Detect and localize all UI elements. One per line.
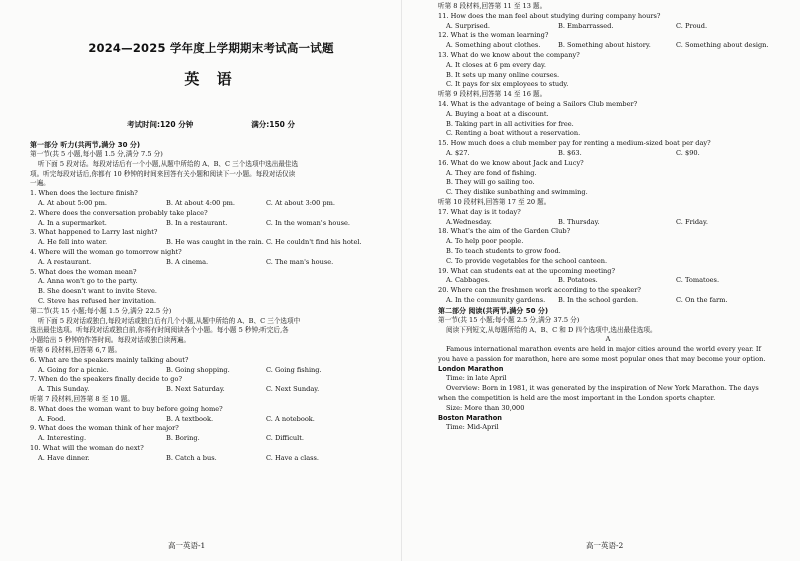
- option-c[interactable]: C. Tomatoes.: [676, 276, 720, 285]
- question-19: 19. What can students eat at the upcoming meeting? A. Cabbages. B. Potatoes. C. Tomatoes.: [438, 267, 778, 287]
- material-note-6: 听第 6 段材料,回答第 6,7 题。: [30, 345, 122, 354]
- option-b[interactable]: B. $63.: [558, 148, 582, 157]
- options-row: [30, 415, 392, 425]
- option-a[interactable]: A. A restaurant.: [38, 257, 92, 266]
- part1-section2-heading: 第二节(共 15 小题;每小题 1.5 分,满分 22.5 分): [30, 306, 172, 315]
- options-row: [30, 385, 392, 395]
- option-a[interactable]: A. Going for a picnic.: [38, 365, 109, 374]
- question-9: 9. What does the woman think of her major? A. Interesting. B. Boring. C. Difficult.: [30, 424, 392, 444]
- option-a[interactable]: A. Cabbages.: [446, 276, 490, 285]
- option-b[interactable]: B. At about 4:00 pm.: [166, 198, 236, 207]
- option-b[interactable]: B. Next Saturday.: [166, 385, 225, 394]
- option-b[interactable]: B. To teach students to grow food.: [446, 246, 561, 255]
- part1-section1-heading: 第一节(共 5 小题,每小题 1.5 分,满分 7.5 分): [30, 150, 163, 158]
- option-c[interactable]: C. Something about design.: [676, 41, 769, 50]
- option-a[interactable]: A. In the community gardens.: [446, 295, 546, 304]
- option-c[interactable]: C. At about 3:00 pm.: [266, 198, 335, 207]
- exam-time: 考试时间:120 分钟: [126, 120, 194, 129]
- question-14: 14. What is the advantage of being a Sailors Club member? A. Buying a boat at a discount. B. Taking part in all activities for free. C. Renting a boat without a reservation.: [438, 100, 778, 139]
- option-a[interactable]: A. Interesting.: [38, 434, 87, 443]
- option-a[interactable]: A.Wednesday.: [446, 217, 492, 226]
- option-b[interactable]: B. It sets up many online courses.: [446, 70, 560, 79]
- footer-left-page-number: 高一英语-1: [168, 541, 206, 550]
- question-4: 4. Where will the woman go tomorrow night? A. A restaurant. B. A cinema. C. The man's house.: [30, 248, 392, 268]
- option-c[interactable]: C. A notebook.: [266, 414, 315, 423]
- option-c[interactable]: C. Friday.: [676, 217, 708, 226]
- option-b[interactable]: B. They will go sailing too.: [446, 178, 535, 187]
- option-c[interactable]: C. On the farm.: [676, 295, 728, 304]
- option-a[interactable]: A. In a supermarket.: [38, 218, 107, 227]
- option-a[interactable]: A. Buying a boat at a discount.: [446, 109, 549, 118]
- exam-info: [30, 119, 392, 130]
- options-row: [30, 434, 392, 444]
- material-note-9: 听第 9 段材料,回答第 14 至 16 题。: [438, 90, 547, 99]
- option-c[interactable]: C. It pays for six employees to study.: [446, 80, 569, 89]
- footer-right-page-number: 高一英语-2: [586, 541, 624, 550]
- option-a[interactable]: A. Surprised.: [446, 21, 490, 30]
- option-a[interactable]: A. It closes at 6 pm every day.: [446, 60, 546, 69]
- option-a[interactable]: A. To help poor people.: [446, 237, 524, 246]
- part2-section1-heading: 第一节(共 15 小题;每小题 2.5 分,满分 37.5 分): [438, 315, 580, 324]
- option-b[interactable]: B. A textbook.: [166, 414, 214, 423]
- option-a[interactable]: A. Anna won't go to the party.: [38, 277, 138, 286]
- question-12: 12. What is the woman learning? A. Something about clothes. B. Something about history. C. Something about design.: [438, 31, 778, 51]
- option-c[interactable]: C. Going fishing.: [266, 365, 322, 374]
- option-c[interactable]: C. The man's house.: [266, 257, 334, 266]
- option-b[interactable]: B. A cinema.: [166, 257, 209, 266]
- option-c[interactable]: C. Next Sunday.: [266, 385, 320, 394]
- option-c[interactable]: C. He couldn't find his hotel.: [266, 238, 362, 247]
- option-b[interactable]: B. She doesn't want to invite Steve.: [38, 287, 157, 296]
- options-row: [30, 219, 392, 229]
- boston-time: Time: Mid-April: [446, 423, 499, 432]
- part1-heading: 第一部分 听力(共两节,满分 30 分): [30, 141, 141, 149]
- option-b[interactable]: B. Going shopping.: [166, 365, 230, 374]
- options-row: [438, 22, 778, 32]
- option-c[interactable]: C. To provide vegetables for the school canteen.: [446, 256, 608, 265]
- question-20: 20. Where can the freshmen work according to the speaker? A. In the community gardens. B. In the school garden. C. On the farm.: [438, 286, 778, 306]
- question-11: 11. How does the man feel about studying during company hours? A. Surprised. B. Embarrassed. C. Proud.: [438, 12, 778, 32]
- option-b[interactable]: B. Thursday.: [558, 217, 600, 226]
- option-c[interactable]: C. They dislike sunbathing and swimming.: [446, 188, 588, 197]
- question-6: 6. What are the speakers mainly talking about? A. Going for a picnic. B. Going shopping. C. Going fishing.: [30, 356, 392, 376]
- exam-title: 2024—2025 学年度上学期期末考试高一试题: [88, 41, 334, 55]
- option-c[interactable]: C. Proud.: [676, 21, 708, 30]
- options-row: [30, 238, 392, 248]
- question-7: 7. When do the speakers finally decide to go? A. This Sunday. B. Next Saturday. C. Next Sunday.: [30, 375, 392, 395]
- option-b[interactable]: B. In the school garden.: [558, 295, 639, 304]
- right-page: [402, 0, 800, 561]
- part1-section2-instructions: 听下面 5 段对话或独白,每段对话或独白后有几个小题,从题中所给的 A、B、C 三个选项中 选出最佳选项。听每段对话或独白前,你将有时间阅读各个小题。每小题 5 秒钟;听完后,各 小题给出 5 秒钟的作答时间。每段对话或独白读两遍。: [30, 316, 301, 345]
- option-b[interactable]: B. Embarrassed.: [558, 21, 614, 30]
- question-15: 15. How much does a club member pay for renting a medium-sized boat per day? A. $27. B. $63. C. $90.: [438, 139, 778, 159]
- option-a[interactable]: A. $27.: [446, 148, 470, 157]
- question-18: 18. What's the aim of the Garden Club? A. To help poor people. B. To teach students to grow food. C. To provide vegetables for the school canteen.: [438, 227, 778, 266]
- option-a[interactable]: A. At about 5:00 pm.: [38, 198, 107, 207]
- option-a[interactable]: A. This Sunday.: [38, 385, 90, 394]
- london-marathon-title: London Marathon: [438, 364, 504, 373]
- question-1: 1. When does the lecture finish? A. At about 5:00 pm. B. At about 4:00 pm. C. At about 3:00 pm.: [30, 189, 392, 209]
- options-row: [438, 276, 778, 286]
- passage-intro: Famous international marathon events are held in major cities around the world every year. If you have a passion for marathon, here are some most popular ones that may become your option.: [438, 345, 766, 363]
- options-row: [438, 218, 778, 228]
- options-row: [30, 199, 392, 209]
- option-c[interactable]: C. Steve has refused her invitation.: [38, 296, 157, 305]
- option-c[interactable]: C. $90.: [676, 148, 700, 157]
- option-c[interactable]: C. Renting a boat without a reservation.: [446, 129, 581, 138]
- passage-letter: A: [605, 335, 611, 344]
- part1-section1-instructions: 听下面 5 段对话。每段对话后有一个小题,从题中所给的 A、B、C 三个选项中选出最佳选 项。听完每段对话后,你都有 10 秒钟的时间来回答有关小题和阅读下一小题。每段对话仅读 一遍。: [30, 159, 299, 188]
- question-5: 5. What does the woman mean? A. Anna won't go to the party. B. She doesn't want to invite Steve. C. Steve has refused her invitation.: [30, 268, 392, 307]
- question-3: 3. What happened to Larry last night? A. He fell into water. B. He was caught in the rain. C. He couldn't find his hotel.: [30, 228, 392, 248]
- option-b[interactable]: B. Catch a bus.: [166, 453, 217, 462]
- options-row: [438, 296, 778, 306]
- exam-score: 满分:150 分: [251, 120, 296, 129]
- question-8: 8. What does the woman want to buy before going home? A. Food. B. A textbook. C. A notebook.: [30, 405, 392, 425]
- question-17: 17. What day is it today? A.Wednesday. B. Thursday. C. Friday.: [438, 208, 778, 228]
- option-c[interactable]: C. Have a class.: [266, 453, 320, 462]
- option-b[interactable]: B. Potatoes.: [558, 276, 598, 285]
- exam-subject: 英 语: [184, 70, 238, 88]
- options-row: [438, 41, 778, 51]
- london-overview: Overview: Born in 1981, it was generated by the inspiration of New York Marathon. The days when the competition is held are the most important in the London sports chapter.: [438, 384, 759, 403]
- option-b[interactable]: B. Boring.: [166, 434, 200, 443]
- options-row: [30, 258, 392, 268]
- option-a[interactable]: A. Food.: [38, 414, 66, 423]
- option-b[interactable]: B. Taking part in all activities for free.: [446, 119, 574, 128]
- question-13: 13. What do we know about the company? A. It closes at 6 pm every day. B. It sets up many online courses. C. It pays for six employees to study.: [438, 51, 778, 90]
- material-note-8: 听第 8 段材料,回答第 11 至 13 题。: [438, 2, 547, 10]
- material-note-7: 听第 7 段材料,回答第 8 至 10 题。: [30, 394, 134, 403]
- option-a[interactable]: A. Have dinner.: [38, 453, 90, 462]
- part2-heading: 第二部分 阅读(共两节,满分 50 分): [438, 306, 549, 315]
- options-row: [30, 454, 392, 464]
- part2-instruction: 阅读下列短文,从每题所给的 A、B、C 和 D 四个选项中,选出最佳选项。: [446, 325, 657, 334]
- option-c[interactable]: C. Difficult.: [266, 434, 304, 443]
- options-row: [30, 366, 392, 376]
- option-a[interactable]: A. They are fond of fishing.: [446, 168, 537, 177]
- options-row: [438, 149, 778, 159]
- question-2: 2. Where does the conversation probably take place? A. In a supermarket. B. In a restaurant. C. In the woman's house.: [30, 209, 392, 229]
- london-time: Time: in late April: [446, 374, 507, 383]
- question-16: 16. What do we know about Jack and Lucy? A. They are fond of fishing. B. They will go sailing too. C. They dislike sunbathing and swimming.: [438, 159, 778, 198]
- option-a[interactable]: A. Something about clothes.: [446, 41, 541, 50]
- option-b[interactable]: B. Something about history.: [558, 41, 651, 50]
- option-b[interactable]: B. He was caught in the rain.: [166, 238, 264, 247]
- option-a[interactable]: A. He fell into water.: [38, 238, 108, 247]
- question-10: 10. What will the woman do next? A. Have dinner. B. Catch a bus. C. Have a class.: [30, 444, 392, 464]
- boston-marathon-title: Boston Marathon: [438, 413, 502, 422]
- london-size: Size: More than 30,000: [446, 403, 525, 412]
- option-c[interactable]: C. In the woman's house.: [266, 218, 351, 227]
- option-b[interactable]: B. In a restaurant.: [166, 218, 228, 227]
- material-note-10: 听第 10 段材料,回答第 17 至 20 题。: [438, 197, 551, 206]
